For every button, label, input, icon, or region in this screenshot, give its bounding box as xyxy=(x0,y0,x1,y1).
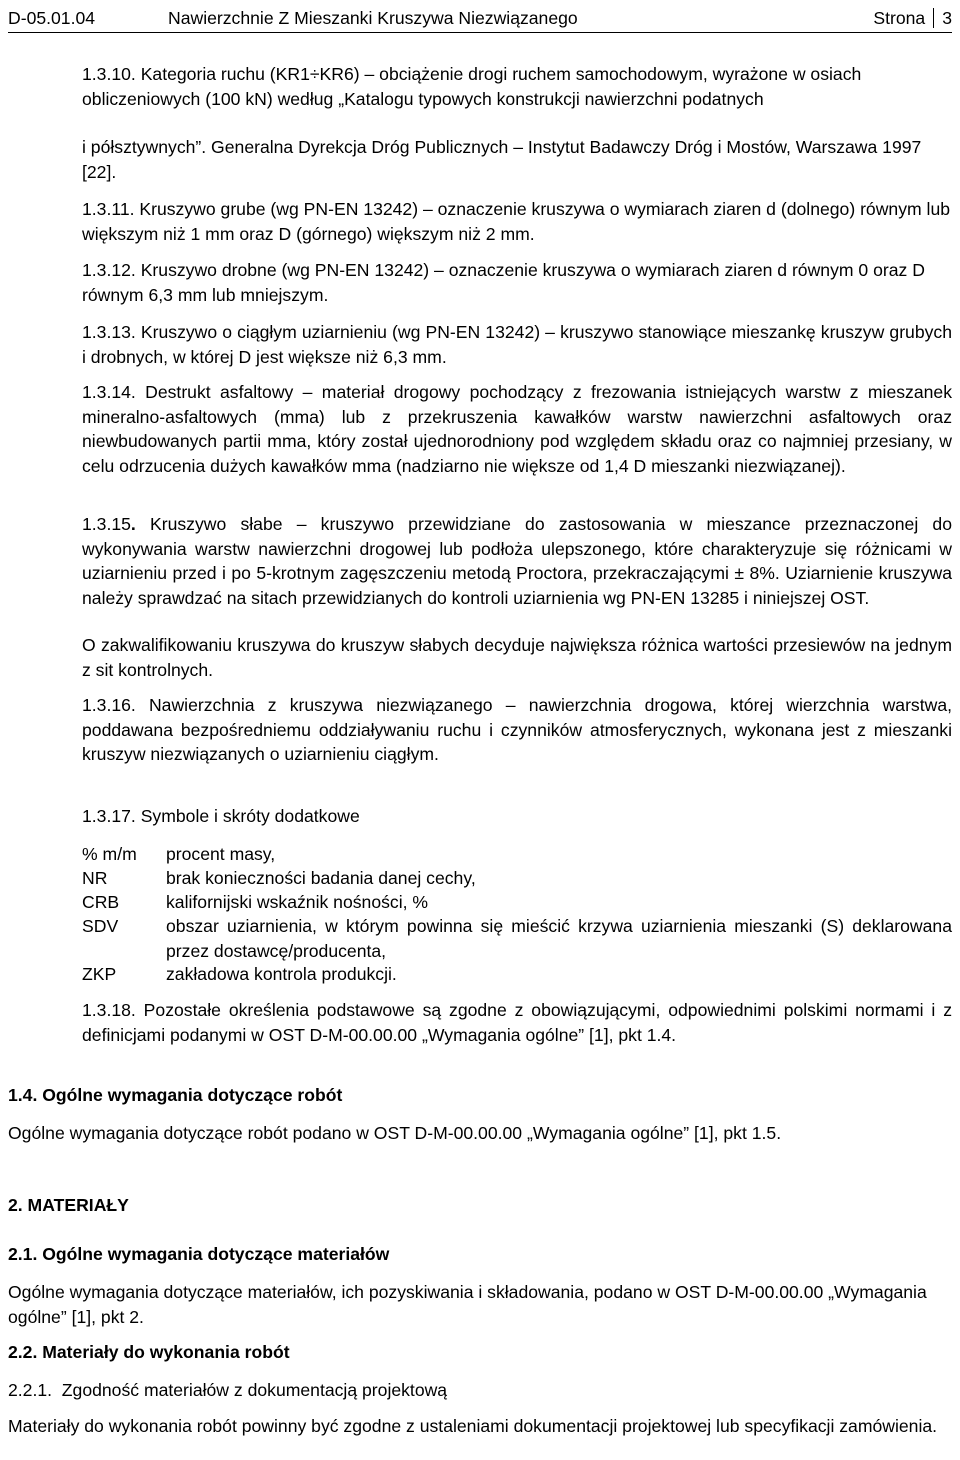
paragraph-1-3-10-a: 1.3.10. Kategoria ruchu (KR1÷KR6) – obciążenie drogi ruchem samochodowym, wyrażone w osiach obliczeniowych (100 kN) według „Katalogu typowych konstrukcji nawierzchni podatnych xyxy=(82,64,862,109)
paragraph-1-3-18: 1.3.18. Pozostałe określenia podstawowe są zgodne z obowiązującymi, odpowiednimi polskimi normami i z definicjami podanymi w OST D-M-00.00.00 „Wymagania ogólne” [1], pkt 1.4. xyxy=(82,1000,952,1045)
symbol-desc: kalifornijski wskaźnik nośności, % xyxy=(166,892,429,912)
symbol-abbr: ZKP xyxy=(82,964,117,984)
paragraph-1-3-11: 1.3.11. Kruszywo grube (wg PN-EN 13242) – oznaczenie kruszywa o wymiarach ziaren d (dolnego) równym lub większym niż 1 mm oraz D (górnego) większym niż 2 mm. xyxy=(82,199,951,244)
symbol-abbr: CRB xyxy=(82,892,120,912)
symbol-abbr: % m/m xyxy=(82,844,137,864)
paragraph-1-4: Ogólne wymagania dotyczące robót podano w OST D-M-00.00.00 „Wymagania ogólne” [1], pkt 1.5. xyxy=(8,1123,782,1143)
document-code: D-05.01.04 xyxy=(8,8,96,28)
symbol-desc: obszar uziarnienia, w którym powinna się mieścić krzywa uziarnienia mieszanki (S) deklarowana przez dostawcę/producenta, xyxy=(166,916,952,961)
section-number: 1.3.15 xyxy=(82,514,131,534)
paragraph-1-3-10-b: i półsztywnych”. Generalna Dyrekcja Dróg Publicznych – Instytut Badawczy Dróg i Mostów, Warszawa 1997 [22]. xyxy=(82,137,922,182)
paragraph-1-3-13: 1.3.13. Kruszywo o ciągłym uziarnieniu (wg PN-EN 13242) – kruszywo stanowiące mieszankę kruszyw grubych i drobnych, w której D jest większe niż 6,3 mm. xyxy=(82,322,952,367)
page-number: 3 xyxy=(942,8,952,28)
page-header xyxy=(8,6,952,33)
paragraph-1-3-17: 1.3.17. Symbole i skróty dodatkowe xyxy=(82,806,360,826)
paragraph-2-1: Ogólne wymagania dotyczące materiałów, ich pozyskiwania i składowania, podano w OST D-M-00.00.00 „Wymagania ogólne” [1], pkt 2. xyxy=(8,1282,927,1327)
symbol-abbr: NR xyxy=(82,868,108,888)
page-indicator xyxy=(873,6,952,31)
paragraph-1-3-12: 1.3.12. Kruszywo drobne (wg PN-EN 13242) – oznaczenie kruszywa o wymiarach ziaren d równym 0 oraz D równym 6,3 mm lub mniejszym. xyxy=(82,260,925,305)
heading-2-2: 2.2. Materiały do wykonania robót xyxy=(8,1342,290,1362)
page-label: Strona xyxy=(873,8,926,28)
document-title: Nawierzchnie Z Mieszanki Kruszywa Niezwiązanego xyxy=(168,8,578,28)
paragraph-1-3-15-a: 1.3.15. Kruszywo słabe – kruszywo przewidziane do zastosowania w mieszance przeznaczonej do wykonywania warstw nawierzchni drogowej lub podłoża ulepszonego, które charakteryzuje się różnicami w uziarnieniu przed i po 5-krotnym zagęszczeniu metodą Proctora, przekraczającymi ± 8%. Uziarnienie kruszywa należy sprawdzać na sitach przewidzianych do kontroli uziarnienia wg PN-EN 13285 i niniejszej OST. xyxy=(82,514,952,608)
symbol-abbr: SDV xyxy=(82,916,119,936)
heading-2-2-1: 2.2.1. Zgodność materiałów z dokumentacją projektową xyxy=(8,1380,448,1400)
heading-1-4: 1.4. Ogólne wymagania dotyczące robót xyxy=(8,1085,343,1105)
paragraph-1-3-15-b: O zakwalifikowaniu kruszywa do kruszyw słabych decyduje największa różnica wartości przesiewów na jednym z sit kontrolnych. xyxy=(82,635,952,680)
page-separator xyxy=(933,8,934,28)
symbol-desc: brak konieczności badania danej cechy, xyxy=(166,868,476,888)
heading-2: 2. MATERIAŁY xyxy=(8,1195,129,1215)
symbol-desc: procent masy, xyxy=(166,844,276,864)
paragraph-1-3-14: 1.3.14. Destrukt asfaltowy – materiał drogowy pochodzący z frezowania istniejących warstw z mieszanek mineralno-asfaltowych (mma) lub z przekruszenia kawałków warstw nawierzchni asfaltowych oraz niewbudowanych partii mma, który został ujednorodniony pod względem składu oraz co najmniej przesiany, w celu odrzucenia dużych kawałków mma (nadziarno nie większe od 1,4 D mieszanki niezwiązanej). xyxy=(82,382,952,476)
heading-2-1: 2.1. Ogólne wymagania dotyczące materiałów xyxy=(8,1244,390,1264)
paragraph-2-2-1: Materiały do wykonania robót powinny być zgodne z ustaleniami dokumentacji projektowej lub specyfikacji zamówienia. xyxy=(8,1416,938,1436)
symbol-desc: zakładowa kontrola produkcji. xyxy=(166,964,397,984)
paragraph-1-3-16: 1.3.16. Nawierzchnia z kruszywa niezwiązanego – nawierzchnia drogowa, której wierzchnia warstwa, poddawana bezpośredniemu oddziaływaniu ruchu i czynników atmosferycznych, wykonana jest z mieszanki kruszyw niezwiązanych o uziarnieniu ciągłym. xyxy=(82,695,952,764)
